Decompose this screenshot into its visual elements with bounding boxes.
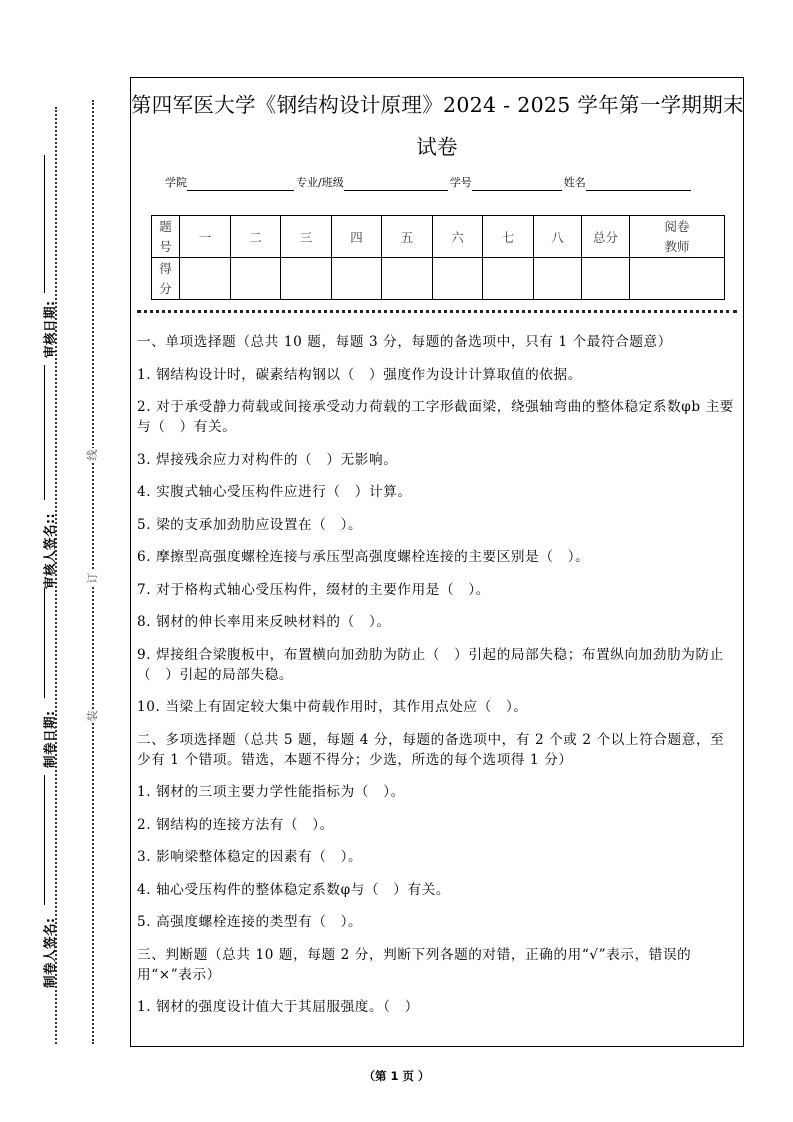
score-cell[interactable] <box>332 258 382 300</box>
maker-signature-label: 制卷人签名: <box>42 917 57 988</box>
question: 1. 钢材的三项主要力学性能指标为（ ）。 <box>137 784 405 800</box>
grader-header: 阅卷 教师 <box>630 216 725 258</box>
question-number-header: 题 号 <box>152 216 180 258</box>
name-label: 姓名 <box>563 176 586 189</box>
question: 9. 焊接组合梁腹板中，布置横向加劲肋为防止（ ）引起的局部失稳；布置纵向加劲肋为防止（ ）引起的局部失稳。 <box>137 646 724 683</box>
name-field[interactable] <box>586 178 691 191</box>
total-score-header: 总分 <box>582 216 630 258</box>
reviewer-signature-line-2 <box>44 588 45 698</box>
reviewer-date-label: 审核日期: <box>42 300 57 358</box>
maker-date-label: 制卷日期: <box>42 710 57 768</box>
question: 4. 轴心受压构件的整体稳定系数φ与（ ）有关。 <box>137 881 451 898</box>
column-header: 六 <box>433 216 483 258</box>
score-table-header-row <box>152 216 725 258</box>
student-id-field[interactable] <box>472 178 562 191</box>
student-id-label: 学号 <box>449 176 472 189</box>
question: 8. 钢材的伸长率用来反映材料的（ ）。 <box>137 614 391 630</box>
score-cell[interactable] <box>534 258 582 300</box>
college-label: 学院 <box>165 176 187 189</box>
maker-signature-line <box>44 775 45 905</box>
question: 3. 影响梁整体稳定的因素有（ ）。 <box>137 849 363 865</box>
major-class-field[interactable] <box>344 178 448 191</box>
page-number: （第 1 页 ） <box>363 1069 430 1083</box>
score-cell[interactable] <box>382 258 433 300</box>
column-header: 一 <box>180 216 231 258</box>
score-row-header: 得 分 <box>152 258 180 300</box>
question: 3. 焊接残余应力对构件的（ ）无影响。 <box>137 451 398 468</box>
exam-title-line2: 试卷 <box>416 135 458 159</box>
cut-mark-xian: 线 <box>86 449 99 461</box>
column-header: 五 <box>382 216 433 258</box>
question: 2. 对于承受静力荷载或间接承受动力荷载的工字形截面梁，绕强轴弯曲的整体稳定系数φb 主要与（ ）有关。 <box>137 399 734 435</box>
reviewer-signature-line <box>44 365 45 500</box>
score-cell[interactable] <box>281 258 332 300</box>
section-heading-multiple-choice: 二、多项选择题（总共 5 题，每题 4 分，每题的备选项中，有 2 个或 2 个以上符合题意，至少有 1 个错项。错选，本题不得分；少选，所选的每个选项得 1 分） <box>137 731 725 768</box>
grader-cell[interactable] <box>630 258 725 300</box>
header-separator <box>137 310 737 313</box>
score-cell[interactable] <box>483 258 534 300</box>
column-header: 三 <box>281 216 332 258</box>
major-class-label: 专业/班级 <box>296 176 344 189</box>
question: 7. 对于格构式轴心受压构件，缀材的主要作用是（ ）。 <box>137 581 490 598</box>
score-table-score-row <box>152 258 725 300</box>
reviewer-date-line <box>44 155 45 293</box>
cut-mark-zhuang: 装 <box>86 710 99 722</box>
score-cell[interactable] <box>180 258 231 300</box>
question: 1. 钢材的强度设计值大于其屈服强度。（ ） <box>137 999 419 1015</box>
question: 2. 钢结构的连接方法有（ ）。 <box>137 816 334 833</box>
question: 1. 钢结构设计时，碳素结构钢以（ ）强度作为设计计算取值的依据。 <box>137 366 582 383</box>
score-cell[interactable] <box>231 258 281 300</box>
section-heading-single-choice: 一、单项选择题（总共 10 题，每题 3 分，每题的备选项中，只有 1 个最符合题意） <box>137 334 672 350</box>
total-score-cell[interactable] <box>582 258 630 300</box>
question: 5. 梁的支承加劲肋应设置在（ ）。 <box>137 516 363 533</box>
question: 5. 高强度螺栓连接的类型有（ ）。 <box>137 914 363 930</box>
exam-page-frame <box>130 77 744 1047</box>
score-table <box>151 215 725 300</box>
question: 10. 当梁上有固定较大集中荷载作用时，其作用点处应（ ）。 <box>137 699 528 715</box>
column-header: 二 <box>231 216 281 258</box>
column-header: 八 <box>534 216 582 258</box>
college-field[interactable] <box>187 178 294 191</box>
reviewer-signature-label: 审核人签名:: <box>42 513 57 589</box>
score-cell[interactable] <box>433 258 483 300</box>
exam-questions <box>137 332 737 1030</box>
column-header: 七 <box>483 216 534 258</box>
section-heading-true-false: 三、判断题（总共 10 题，每题 2 分，判断下列各题的对错，正确的用“√”表示，错误的用“×”表示） <box>137 946 692 983</box>
question: 4. 实腹式轴心受压构件应进行（ ）计算。 <box>137 484 412 500</box>
exam-title-line1: 第四军医大学《钢结构设计原理》2024 - 2025 学年第一学期期末 <box>131 93 744 117</box>
student-info-row <box>165 174 693 191</box>
column-header: 四 <box>332 216 382 258</box>
cut-mark-ding: 订 <box>86 572 99 584</box>
question: 6. 摩擦型高强度螺栓连接与承压型高强度螺栓连接的主要区别是（ ）。 <box>137 549 590 565</box>
